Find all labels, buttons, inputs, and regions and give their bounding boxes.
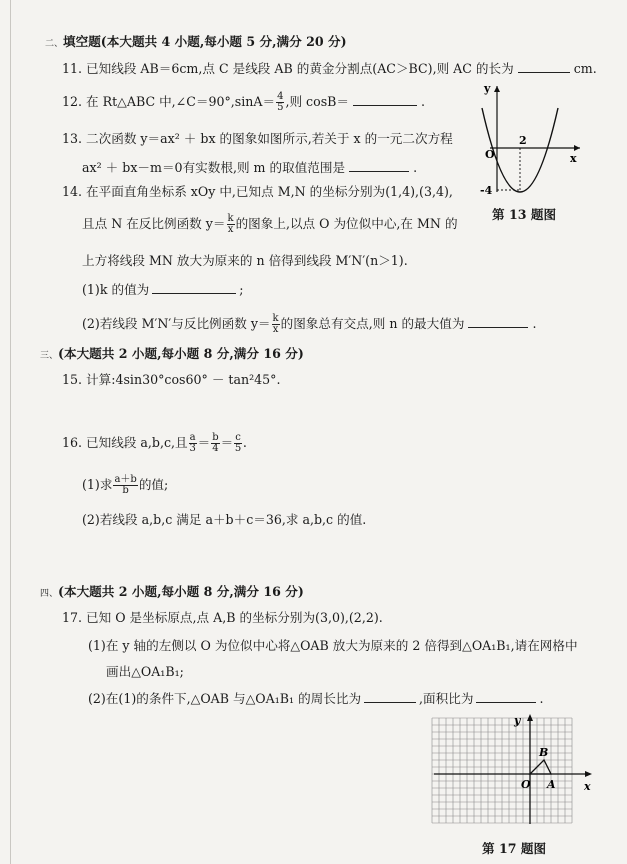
question-text: 11. 已知线段 AB＝6cm,点 C 是线段 AB 的黄金分割点(AC＞BC),则 AC 的长为 — [62, 61, 514, 76]
question-12 — [62, 92, 425, 113]
unit-label: cm. — [573, 61, 597, 76]
fraction-a-plus-b-over-b: $\frac{a+b}{b}$ — [114, 474, 137, 496]
grid-lines — [432, 718, 572, 823]
question-text-2: ,面积比为 — [419, 691, 474, 706]
question-text-2: 的图象上,以点 O 为位似中心,在 MN 的 — [235, 216, 458, 231]
section-marker: 三、 — [40, 351, 59, 361]
fraction-c-over-5: $\frac{c}{5}$ — [234, 432, 242, 454]
point-a-label: A — [547, 778, 556, 791]
period: . — [413, 160, 418, 175]
question-17-part-1-cont: 画出△OA₁B₁; — [106, 664, 184, 679]
answer-blank[interactable] — [349, 159, 409, 172]
question-17-part-1: (1)在 y 轴的左侧以 O 为位似中心将△OAB 放大为原来的 2 倍得到△OA₁B₁,请在网格中 — [88, 638, 578, 653]
question-text: 16. 已知线段 a,b,c,且 — [62, 435, 188, 450]
answer-blank-perimeter[interactable] — [364, 690, 416, 703]
equals: ＝ — [197, 435, 211, 450]
section-2-header — [45, 34, 347, 52]
figure-17-grid — [430, 712, 600, 834]
answer-blank-area[interactable] — [476, 690, 536, 703]
section-3-header — [40, 346, 304, 364]
question-text-2: ,则 cosB＝ — [285, 94, 349, 109]
period: . — [242, 435, 247, 450]
question-text: (1)k 的值为 — [82, 282, 150, 297]
semicolon: ; — [239, 282, 244, 297]
figure-17-caption: 第 17 题图 — [482, 841, 547, 856]
answer-blank[interactable] — [152, 281, 236, 294]
question-14-line-2 — [82, 214, 458, 235]
y-axis-label: y — [514, 714, 521, 727]
period: . — [421, 94, 426, 109]
question-text: 且点 N 在反比例函数 y＝ — [82, 216, 226, 231]
question-16 — [62, 433, 247, 454]
question-13-line-1: 13. 二次函数 y＝ax² ＋ bx 的图象如图所示,若关于 x 的一元二次方程 — [62, 131, 453, 146]
y-axis-arrow — [527, 714, 533, 721]
question-14-line-1: 14. 在平面直角坐标系 xOy 中,已知点 M,N 的坐标分别为(1,4),(3,4), — [62, 184, 453, 199]
fraction-k-over-x: $\frac{k}{x}$ — [272, 313, 279, 335]
fraction: $\frac{4}{5}$ — [277, 91, 284, 113]
question-15: 15. 计算:4sin30°cos60° － tan²45°. — [62, 372, 281, 387]
equals: ＝ — [220, 435, 234, 450]
origin-label: O — [485, 148, 495, 161]
question-text: (2)若线段 M′N′与反比例函数 y＝ — [82, 316, 271, 331]
fraction-a-over-3: $\frac{a}{3}$ — [189, 432, 196, 454]
question-14-line-3: 上方将线段 MN 放大为原来的 n 倍得到线段 M′N′(n＞1). — [82, 253, 408, 268]
y-axis-label: y — [484, 82, 491, 95]
question-14-part-1 — [82, 281, 244, 298]
page-edge — [10, 0, 11, 864]
question-11 — [62, 60, 597, 77]
question-text: (2)在(1)的条件下,△OAB 与△OA₁B₁ 的周长比为 — [88, 691, 362, 706]
question-17-line-1: 17. 已知 O 是坐标原点,点 A,B 的坐标分别为(3,0),(2,2). — [62, 610, 383, 625]
section-title: (本大题共 2 小题,每小题 8 分,满分 16 分) — [58, 584, 304, 599]
section-marker: 二、 — [45, 39, 64, 49]
x-axis-arrow — [585, 771, 592, 777]
question-16-part-1 — [82, 475, 168, 496]
section-title: 填空题(本大题共 4 小题,每小题 5 分,满分 20 分) — [63, 34, 347, 49]
fraction-b-over-4: $\frac{b}{4}$ — [212, 432, 219, 454]
section-title: (本大题共 2 小题,每小题 8 分,满分 16 分) — [58, 346, 304, 361]
figure-13-caption: 第 13 题图 — [492, 207, 557, 222]
x-axis-arrow — [574, 145, 580, 151]
y-axis-arrow — [494, 86, 500, 92]
point-b-label: B — [539, 746, 549, 759]
question-text: (1)求 — [82, 477, 113, 492]
question-text-2: 的值; — [138, 477, 169, 492]
origin-label: O — [521, 778, 531, 791]
section-marker: 四、 — [40, 589, 59, 599]
figure-13-graph — [470, 80, 590, 220]
answer-blank[interactable] — [518, 60, 570, 73]
section-4-header — [40, 584, 304, 602]
tick-label-minus4: -4 — [480, 184, 493, 197]
x-axis-label: x — [570, 152, 577, 165]
question-14-part-2 — [82, 314, 536, 335]
question-text-2: 的图象总有交点,则 n 的最大值为 — [280, 316, 465, 331]
fraction-k-over-x: $\frac{k}{x}$ — [227, 213, 234, 235]
question-13-line-2 — [82, 159, 417, 176]
answer-blank[interactable] — [353, 93, 417, 106]
question-16-part-2: (2)若线段 a,b,c 满足 a＋b＋c＝36,求 a,b,c 的值. — [82, 512, 367, 527]
answer-blank[interactable] — [468, 315, 528, 328]
question-17-part-2 — [88, 690, 543, 707]
period: . — [539, 691, 544, 706]
period: . — [532, 316, 537, 331]
x-axis-label: x — [584, 780, 591, 793]
tick-label-2: 2 — [519, 134, 527, 147]
question-text: 12. 在 Rt△ABC 中,∠C＝90°,sinA＝ — [62, 94, 276, 109]
question-text: ax² ＋ bx－m＝0有实数根,则 m 的取值范围是 — [82, 160, 346, 175]
